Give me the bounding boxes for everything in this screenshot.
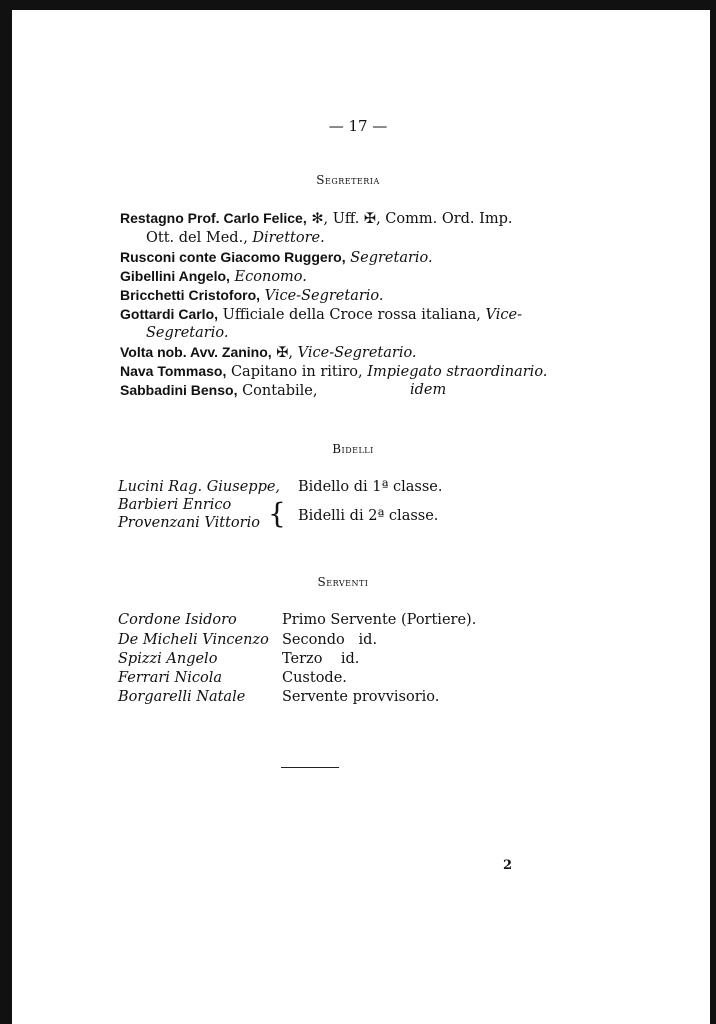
staff-name: Bricchetti Cristoforo, (120, 287, 261, 303)
scan-border-right (710, 0, 716, 1024)
staff-name: Sabbadini Benso, (120, 382, 238, 398)
servente-role: Primo Servente (Portiere). (282, 612, 477, 628)
scan-border-left (0, 0, 12, 1024)
staff-role: Vice- (485, 307, 522, 323)
staff-role: Vice-Segretario. (297, 345, 417, 361)
servente-name: Ferrari Nicola (118, 670, 222, 686)
staff-entry (120, 343, 530, 363)
staff-role: Segretario. (345, 250, 433, 266)
bidello-role: Bidello di 1ª classe. (298, 479, 443, 495)
staff-entry-continuation (146, 229, 556, 248)
staff-title: Ufficiale della Croce rossa italiana, (218, 307, 486, 323)
staff-entry (120, 267, 530, 287)
staff-name: Restagno Prof. Carlo Felice, (120, 210, 307, 226)
signature-mark: 2 (503, 858, 513, 873)
staff-name: Nava Tommaso, (120, 363, 227, 379)
scan-border-top (0, 0, 716, 10)
staff-title: Capitano in ritiro, (226, 364, 368, 380)
bidello-name: Barbieri Enrico (118, 497, 232, 513)
staff-title: Ott. del Med., (146, 230, 253, 246)
section-heading-serventi: Serventi (317, 575, 369, 589)
staff-entry (120, 209, 530, 229)
grouping-brace: { (268, 497, 286, 530)
staff-title: ✠, (271, 345, 298, 361)
staff-role: Vice-Segretario. (260, 288, 384, 304)
staff-name: Rusconi conte Giacomo Ruggero, (120, 249, 346, 265)
staff-title: ✻, Uff. ✠, Comm. Ord. Imp. (306, 211, 513, 227)
servente-role: Terzo id. (282, 651, 360, 667)
staff-role: Economo. (229, 269, 307, 285)
servente-name: Cordone Isidoro (118, 612, 237, 628)
servente-role: Secondo id. (282, 632, 378, 648)
section-heading-bidelli: Bidelli (332, 442, 374, 456)
section-heading-segreteria: Segreteria (316, 173, 380, 187)
staff-name: Gibellini Angelo, (120, 268, 230, 284)
servente-role: Custode. (282, 670, 347, 686)
staff-role: Direttore. (252, 230, 325, 246)
staff-title: Contabile, (237, 383, 318, 399)
staff-role: idem (410, 382, 447, 398)
servente-role: Servente provvisorio. (282, 689, 440, 705)
bidello-name: Lucini Rag. Giuseppe, (118, 479, 281, 495)
servente-name: Spizzi Angelo (118, 651, 218, 667)
section-divider (281, 767, 339, 768)
bidello-role: Bidelli di 2ª classe. (298, 508, 439, 524)
page-number: — 17 — (328, 117, 388, 135)
staff-entry (120, 305, 530, 325)
staff-name: Volta nob. Avv. Zanino, (120, 344, 272, 360)
staff-entry (120, 381, 530, 401)
staff-entry (120, 362, 548, 382)
bidello-name: Provenzani Vittorio (118, 515, 260, 531)
servente-name: Borgarelli Natale (118, 689, 246, 705)
staff-role: Segretario. (146, 325, 229, 341)
staff-entry (120, 248, 530, 268)
servente-name: De Micheli Vincenzo (118, 632, 269, 648)
staff-entry-continuation (146, 324, 556, 343)
staff-role: Impiegato straordinario. (367, 364, 548, 380)
staff-entry (120, 286, 530, 306)
staff-name: Gottardi Carlo, (120, 306, 219, 322)
